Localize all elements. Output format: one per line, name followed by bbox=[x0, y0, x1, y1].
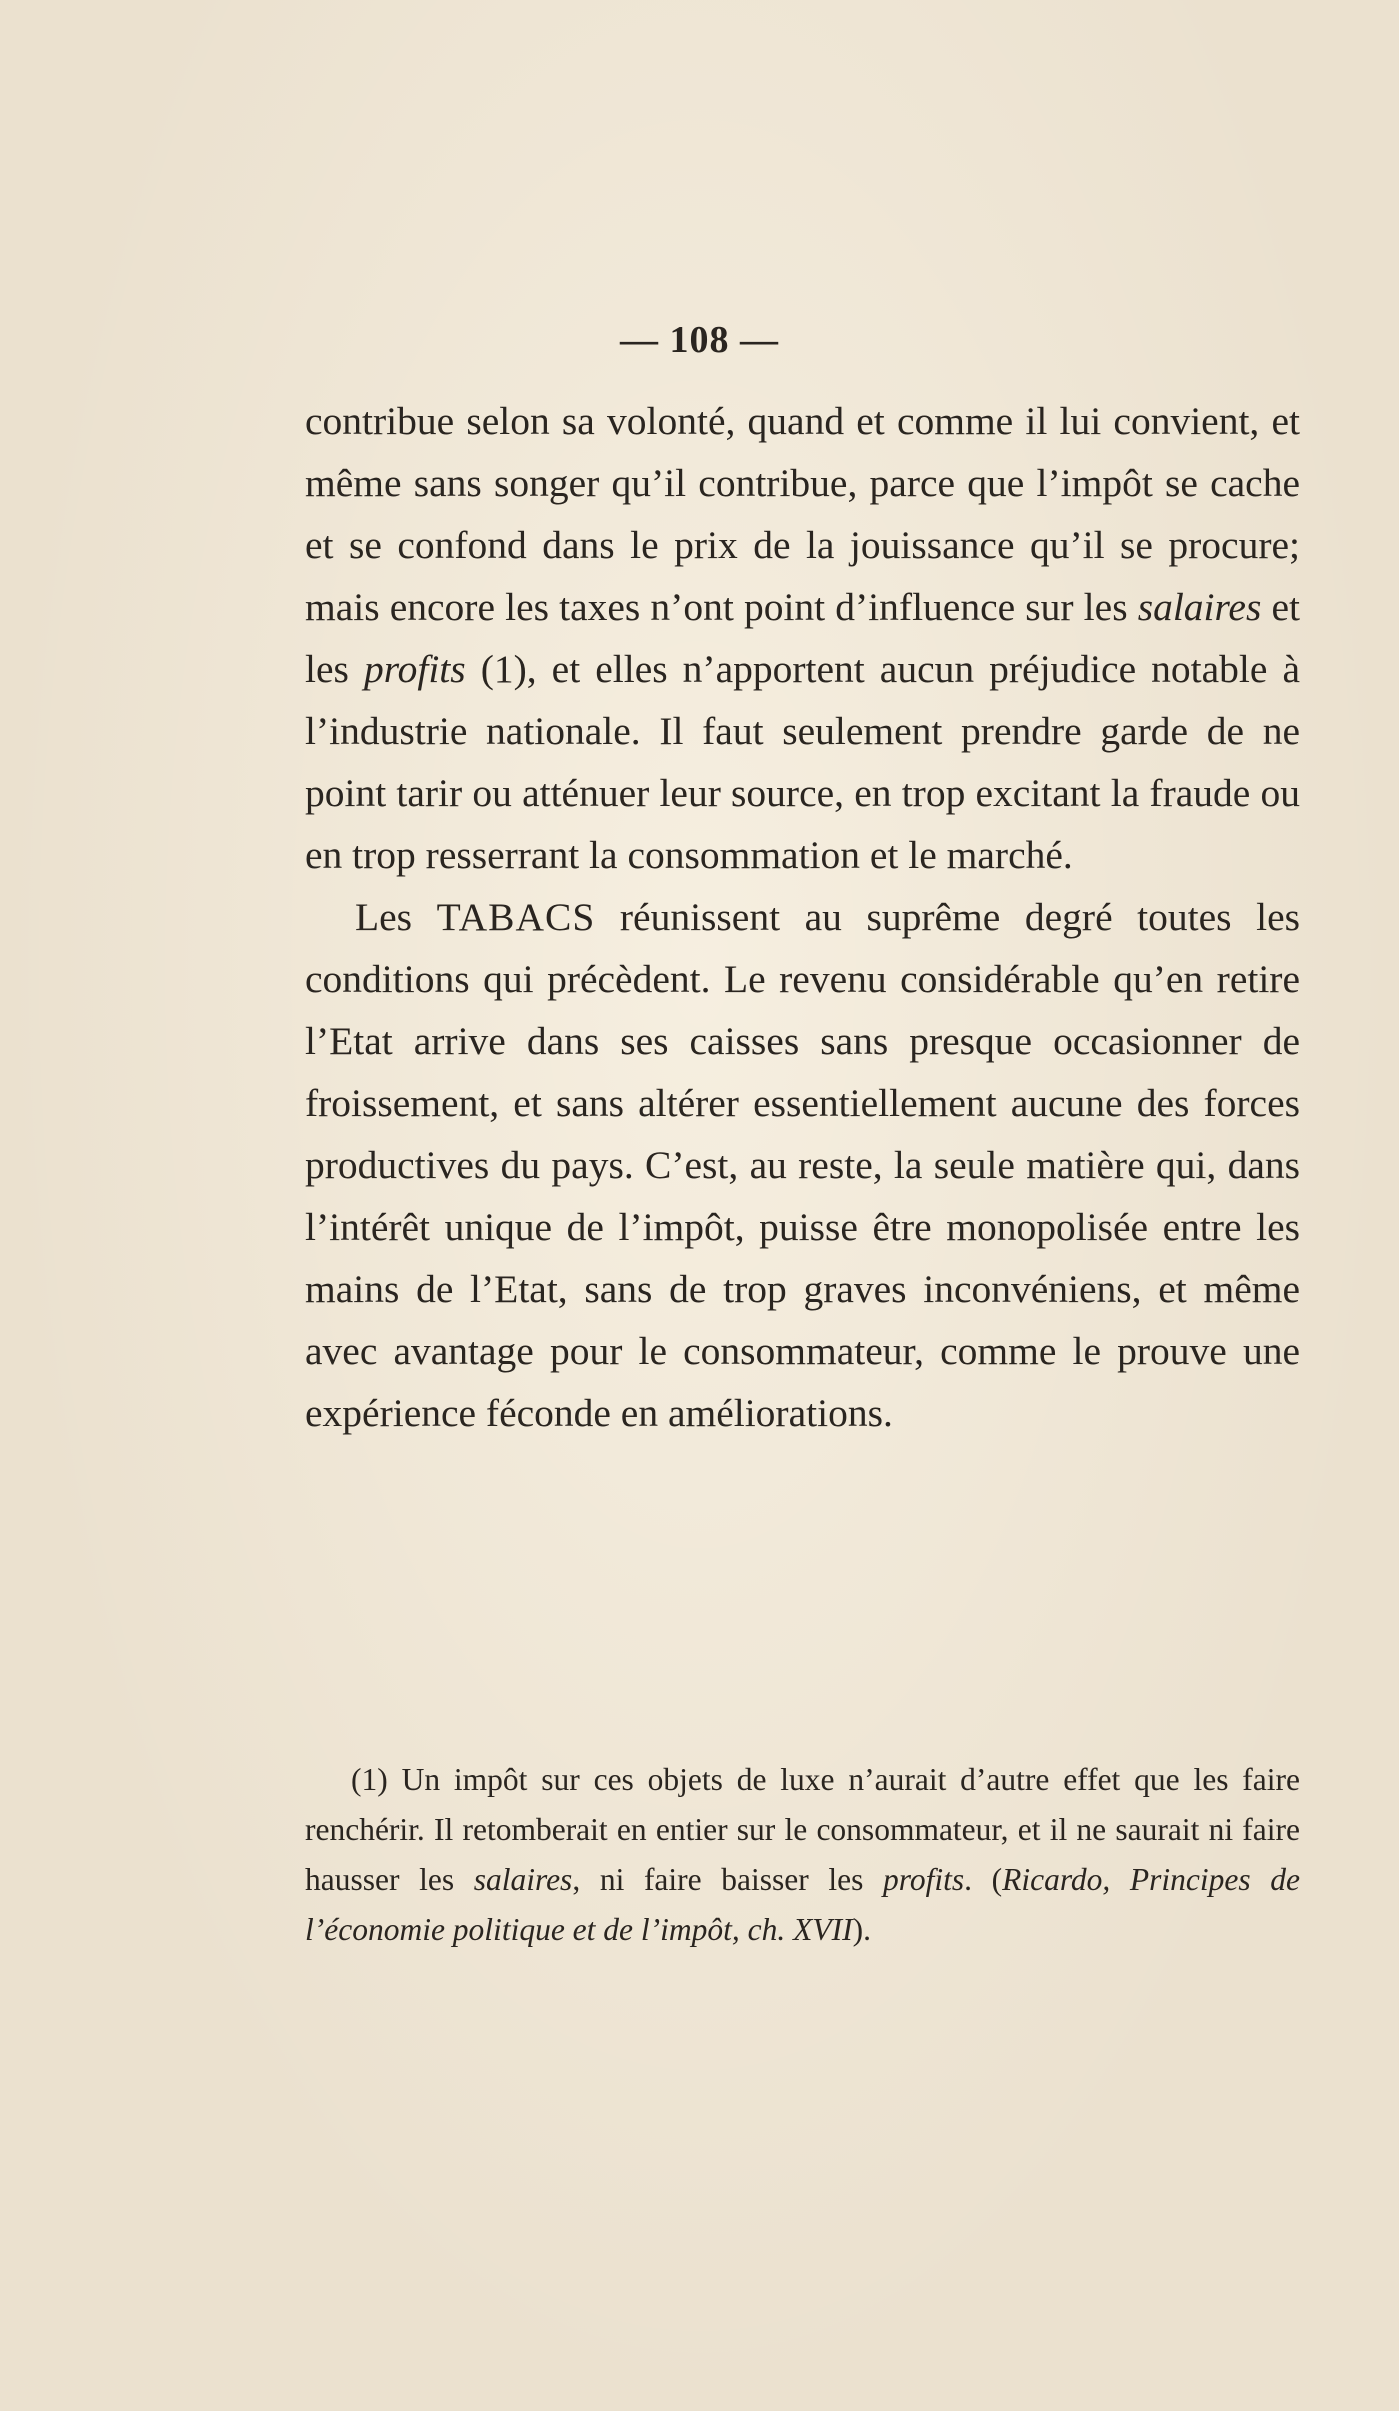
text-segment: et les bbox=[305, 585, 1300, 691]
footnote-segment: ). bbox=[852, 1912, 871, 1947]
footnote bbox=[305, 1755, 1300, 1955]
text-segment: contribue selon sa volonté, quand et comme il lui convient, et même sans songer qu’il contribue, parce que l’impôt se cache et se confond dans le prix de la jouissance qu’il se procure; mais encore les taxes n’ont point d’influence sur les bbox=[305, 399, 1300, 629]
paragraph-1 bbox=[305, 390, 1300, 886]
footnote-italic-salaires: salaires bbox=[473, 1862, 573, 1897]
smallcaps-term-tabacs: TABACS bbox=[436, 895, 596, 939]
footnote-segment: , ni faire baisser les bbox=[572, 1862, 883, 1897]
paragraph-2 bbox=[305, 886, 1300, 1444]
italic-term-salaires: salaires bbox=[1137, 585, 1262, 629]
footnote-italic-profits: profits bbox=[882, 1862, 965, 1897]
italic-term-profits: profits bbox=[363, 647, 466, 691]
text-segment: (1), et elles n’apportent aucun préjudice notable à l’industrie nationale. Il faut seulement prendre garde de ne point tarir ou atténuer leur source, en trop excitant la fraude ou en trop resserrant la consommation et le marché. bbox=[305, 647, 1300, 877]
text-segment: Les bbox=[355, 895, 437, 939]
footnote-segment: . ( bbox=[964, 1862, 1003, 1897]
footnote-citation: Ricardo, Principes de l’économie politique et de l’impôt, ch. XVII bbox=[305, 1862, 1300, 1947]
footnote-segment: (1) Un impôt sur ces objets de luxe n’aurait d’autre effet que les faire renchérir. Il retomberait en entier sur le consommateur, et il ne saurait ni faire hausser les bbox=[305, 1762, 1300, 1897]
main-text bbox=[305, 390, 1300, 1444]
page-number: — 108 — bbox=[620, 319, 779, 361]
text-segment: réunissent au suprême degré toutes les conditions qui précèdent. Le revenu considérable qu’en retire l’Etat arrive dans ses caisses sans presque occasionner de froissement, et sans altérer essentiellement aucune des forces productives du pays. C’est, au reste, la seule matière qui, dans l’intérêt unique de l’impôt, puisse être monopolisée entre les mains de l’Etat, sans de trop graves inconvéniens, et même avec avantage pour le consommateur, comme le prouve une expérience féconde en améliorations. bbox=[305, 895, 1300, 1435]
